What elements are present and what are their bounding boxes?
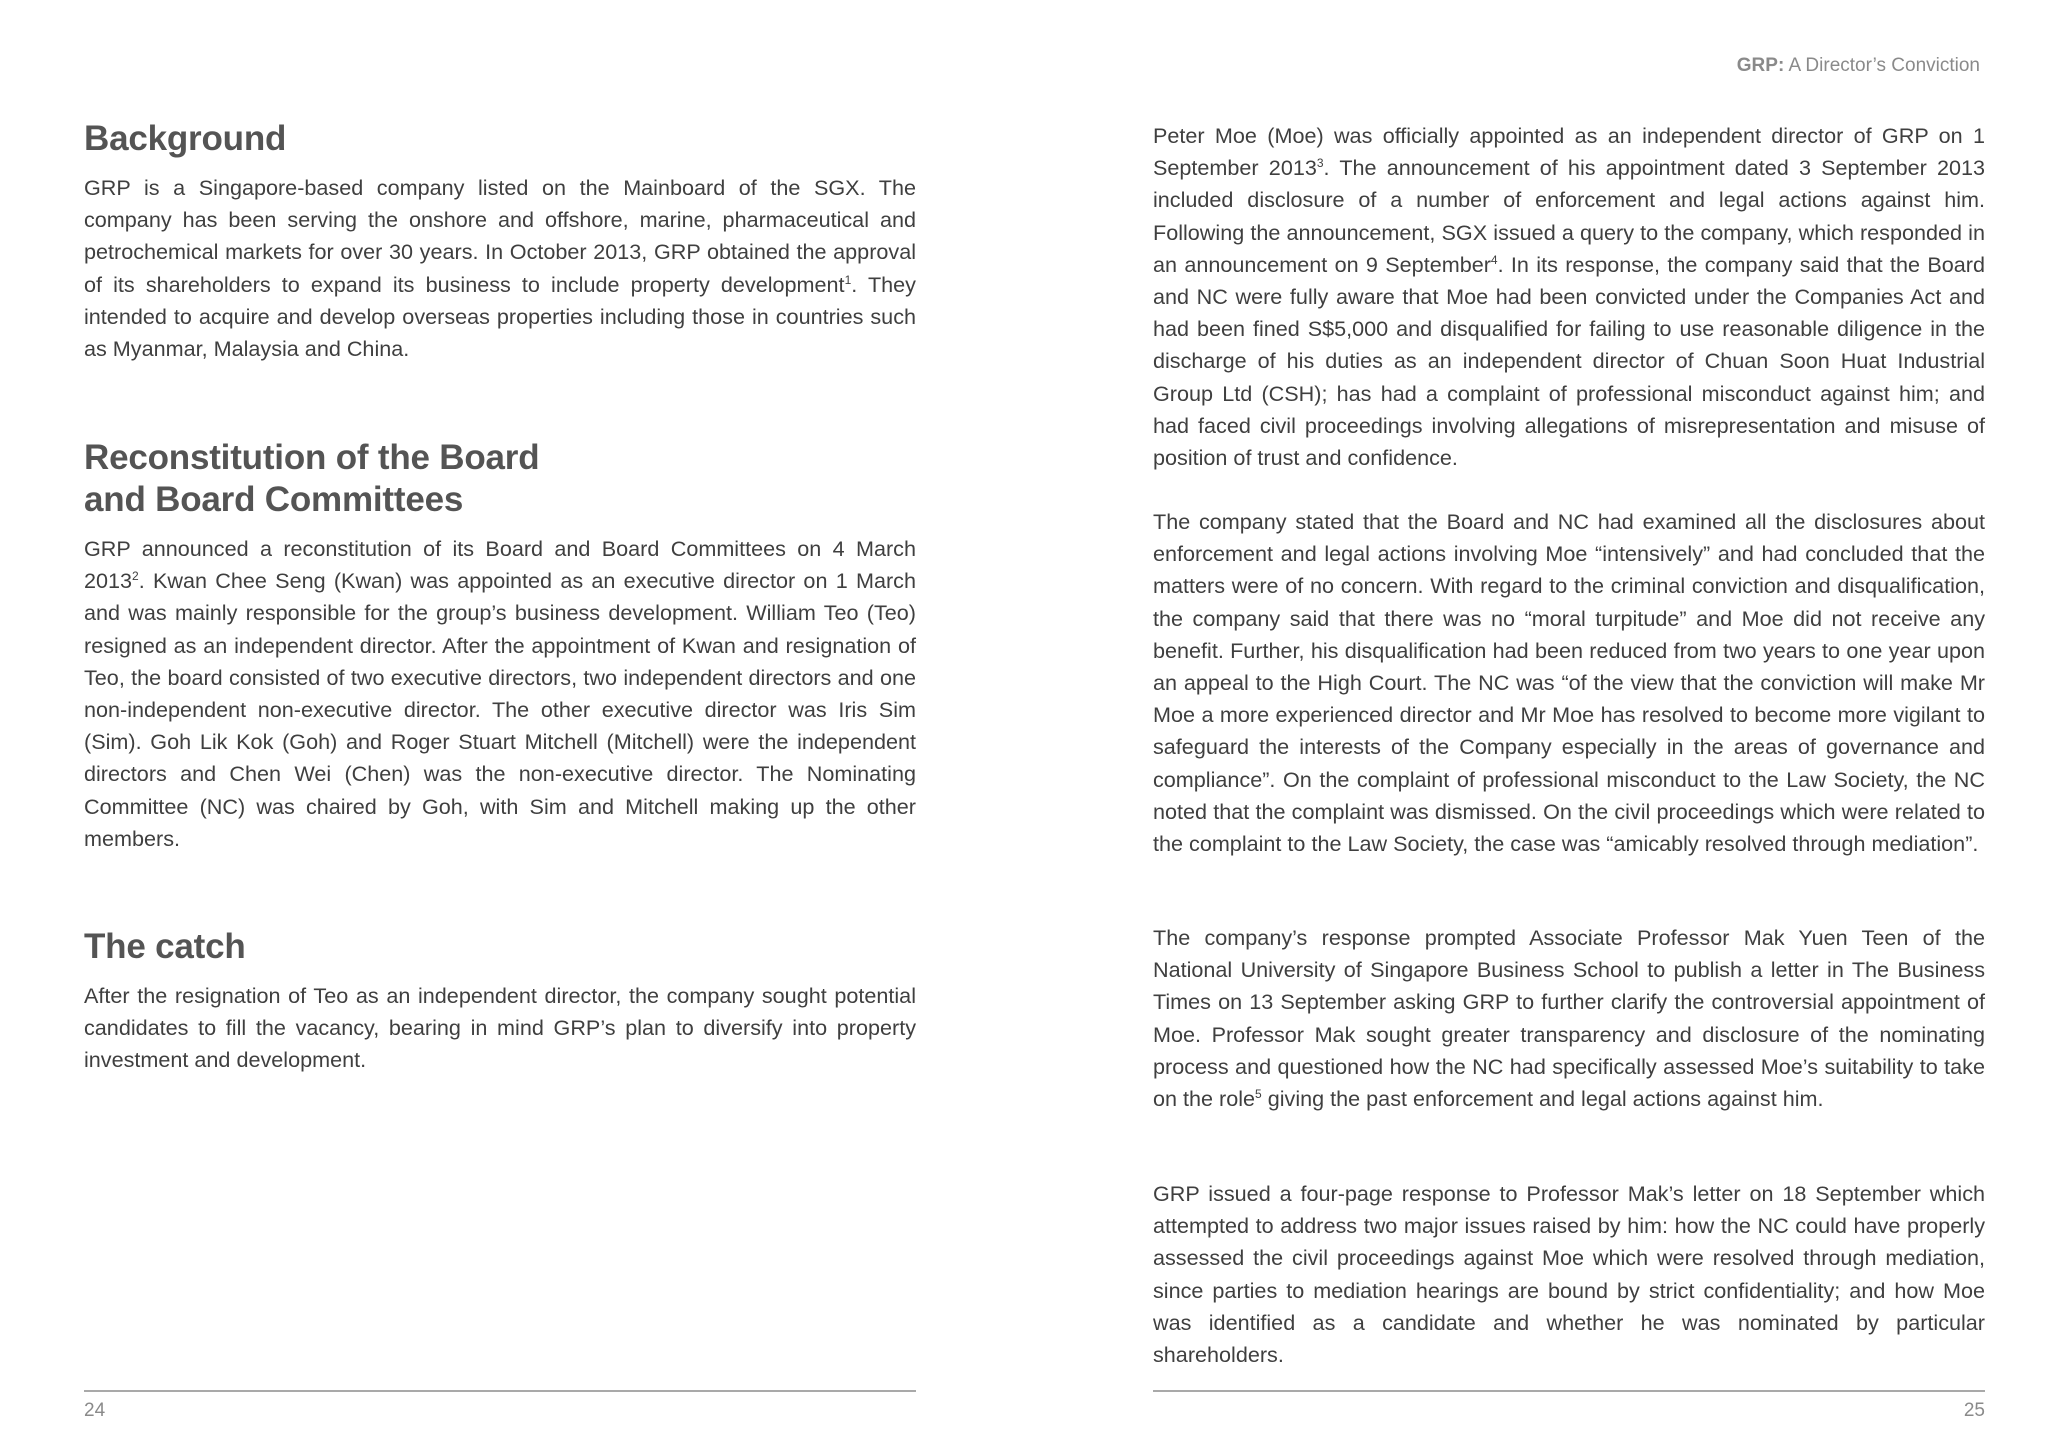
footnote-5: 5 (1255, 1087, 1262, 1102)
text-span: Peter Moe (Moe) was officially appointed as an independent director of GRP on 1 September 2013 (1153, 123, 1985, 181)
footer-rule (1153, 1390, 1985, 1392)
footnote-2: 2 (132, 569, 139, 584)
paragraph-company-statement: The company stated that the Board and NC had examined all the disclosures about enforcement and legal actions involving Moe “intensively” and had concluded that the matters were of no concern. With regard to the criminal conviction and disqualification, the company said that there was no “moral turpitude” and Moe did not receive any benefit. Further, his disqualification had been reduced from two years to one year upon an appeal to the High Court. The NC was “of the view that the conviction will make Mr Moe a more experienced director and Mr Moe has resolved to become more vigilant to safeguard the interests of the Company especially in the areas of governance and compliance”. On the complaint of professional misconduct to the Law Society, the NC noted that the complaint was dismissed. On the civil proceedings which were related to the complaint to the Law Society, the case was “amicably resolved through mediation”. (1153, 509, 1985, 857)
paragraph-background (84, 172, 916, 365)
paragraph-appointment (1153, 120, 1985, 474)
heading-reconstitution (84, 437, 916, 521)
section-reconstitution (84, 437, 916, 855)
footnote-1: 1 (844, 272, 852, 287)
text-span: . The announcement of his appointment dated 3 September 2013 included disclosure of a number of enforcement and legal actions against him. Following the announcement, SGX issued a query to the company, which responded in an announcement on 9 September (1153, 155, 1985, 277)
page-number-right: 25 (1963, 1400, 1985, 1421)
heading-line: Reconstitution of the Board (84, 438, 540, 477)
text-span: GRP announced a reconstitution of its Board and Board Committees on 4 March 2013 (84, 536, 916, 594)
header-company: GRP: (1736, 55, 1785, 76)
left-page (84, 0, 916, 1453)
text-span: GRP is a Singapore-based company listed on the Mainboard of the SGX. The company has been serving the onshore and offshore, marine, pharmaceutical and petrochemical markets for over 30 years. In October 2013, GRP obtained the approval of its shareholders to expand its business to include property development (84, 175, 916, 297)
footer-rule (84, 1390, 916, 1392)
right-page (1153, 0, 1985, 1453)
heading-the-catch: The catch (84, 927, 246, 966)
paragraph-professor-mak (1153, 922, 1985, 1115)
section-background (84, 118, 916, 365)
text-span: . In its response, the company said that the Board and NC were fully aware that Moe had been convicted under the Companies Act and had been fined S$5,000 and disqualified for failing to use reasonable diligence in the discharge of his duties as an independent director of Chuan Soon Huat Industrial Group Ltd (CSH); has had a complaint of professional misconduct against him; and had faced civil proceedings involving allegations of misrepresentation and misuse of position of trust and confidence. (1153, 251, 1985, 471)
paragraph-grp-response: GRP issued a four-page response to Professor Mak’s letter on 18 September which attempted to address two major issues raised by him: how the NC could have properly assessed the civil proceedings against Moe which were resolved through mediation, since parties to mediation hearings are bound by strict confidentiality; and how Moe was identified as a candidate and whether he was nominated by particular shareholders. (1153, 1181, 1985, 1368)
paragraph-the-catch: After the resignation of Teo as an independent director, the company sought potential candidates to fill the vacancy, bearing in mind GRP’s plan to diversify into property investment and development. (84, 983, 916, 1073)
section-the-catch (84, 926, 916, 1077)
text-span: The company’s response prompted Associate Professor Mak Yuen Teen of the National University of Singapore Business School to publish a letter in The Business Times on 13 September asking GRP to further clarify the controversial appointment of Moe. Professor Mak sought greater transparency and disclosure of the nominating process and questioned how the NC had specifically assessed Moe’s suitability to take on the role (1153, 925, 1985, 1112)
footnote-4: 4 (1490, 252, 1498, 267)
paragraph-reconstitution (84, 533, 916, 855)
text-span: . They intended to acquire and develop overseas properties including those in countries such as Myanmar, Malaysia and China. (84, 271, 916, 362)
text-span: giving the past enforcement and legal actions against him. (1261, 1086, 1824, 1112)
page-number-left: 24 (84, 1400, 106, 1421)
header-title: A Director’s Conviction (1788, 55, 1980, 76)
heading-background: Background (84, 119, 287, 158)
footnote-3: 3 (1316, 156, 1324, 171)
heading-line: and Board Committees (84, 480, 464, 519)
text-span: . Kwan Chee Seng (Kwan) was appointed as an executive director on 1 March and was mainly responsible for the group’s business development. William Teo (Teo) resigned as an independent director. After the appointment of Kwan and resignation of Teo, the board consisted of two executive directors, two independent directors and one non-independent non-executive director. The other executive director was Iris Sim (Sim). Goh Lik Kok (Goh) and Roger Stuart Mitchell (Mitchell) were the independent directors and Chen Wei (Chen) was the non-executive director. The Nominating Committee (NC) was chaired by Goh, with Sim and Mitchell making up the other members. (84, 568, 916, 851)
